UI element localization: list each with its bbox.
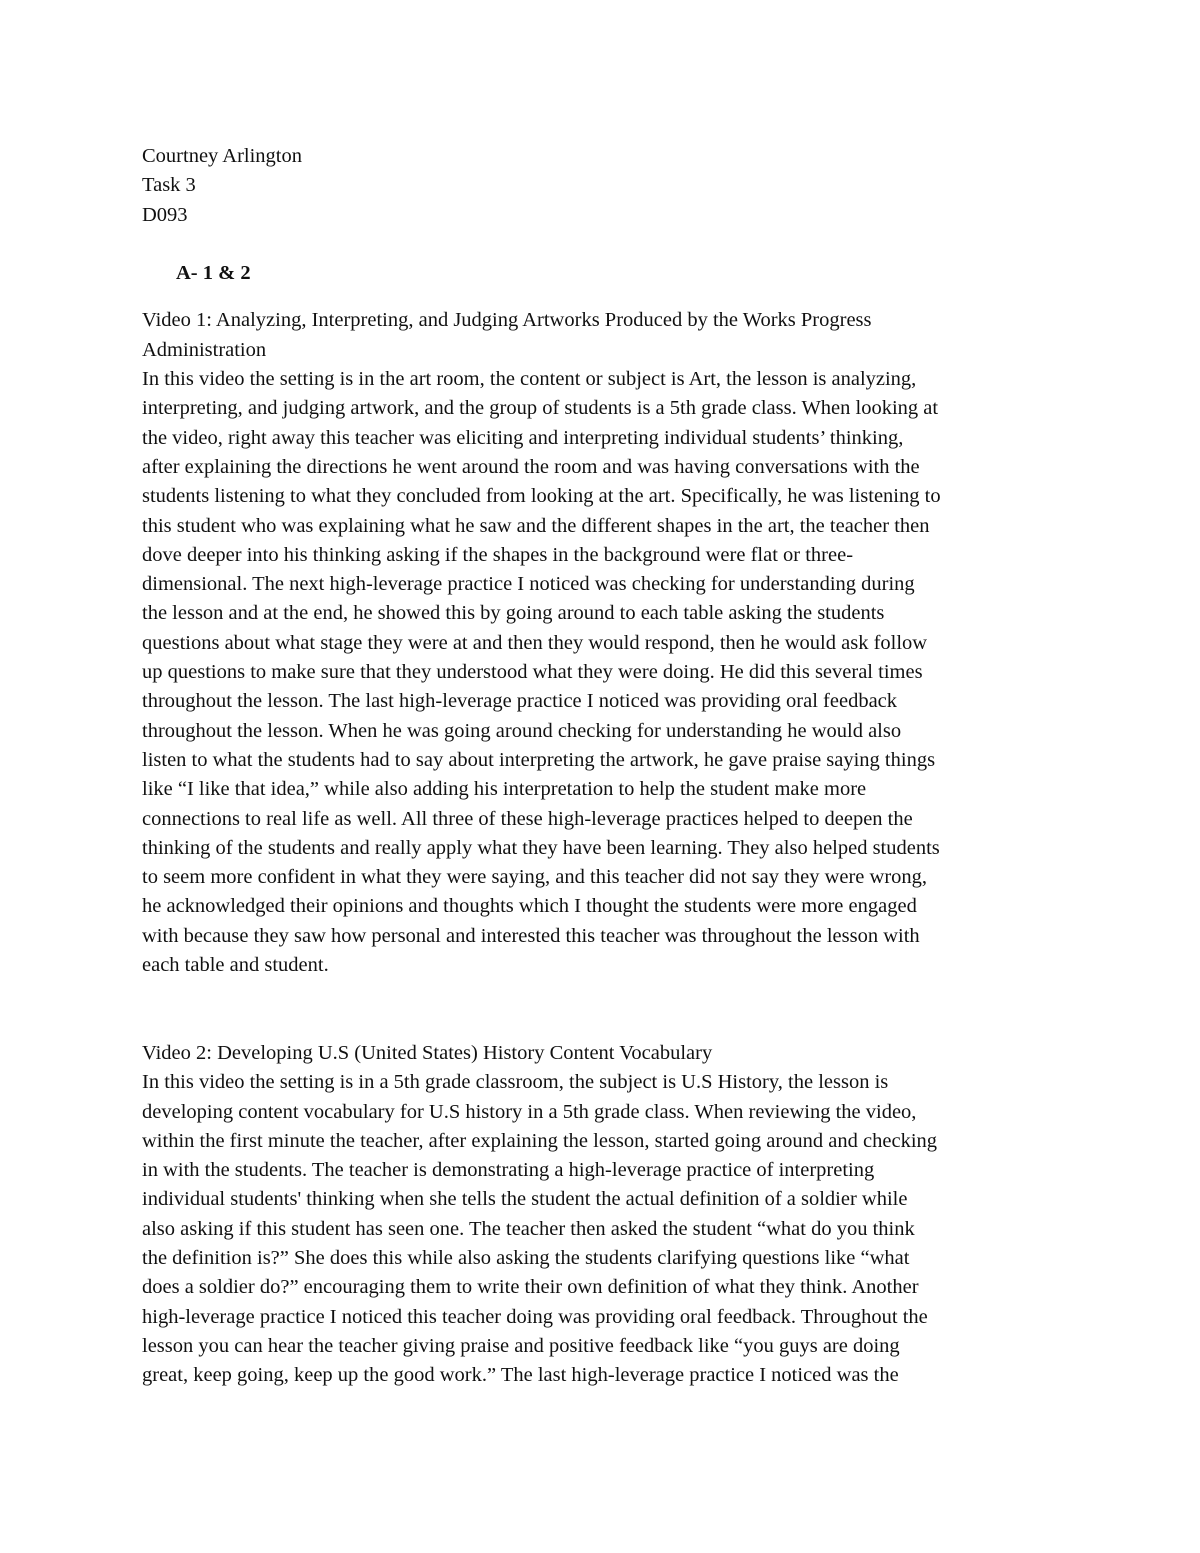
video1-body-line: thinking of the students and really apply what they have been learning. They also helped students [142, 836, 940, 859]
video2-body-line: lesson you can hear the teacher giving praise and positive feedback like “you guys are doing [142, 1334, 900, 1357]
video1-body-line: dimensional. The next high-leverage practice I noticed was checking for understanding during [142, 573, 915, 596]
video1-body-line: connections to real life as well. All three of these high-leverage practices helped to deepen the [142, 807, 913, 830]
video2-body-line: also asking if this student has seen one. The teacher then asked the student “what do you think [142, 1217, 915, 1240]
video1-body-line: like “I like that idea,” while also adding his interpretation to help the student make more [142, 778, 867, 801]
video1-body-line: dove deeper into his thinking asking if the shapes in the background were flat or three- [142, 543, 854, 566]
video2-title-line: Video 2: Developing U.S (United States) History Content Vocabulary [142, 1041, 713, 1064]
video1-body-line: In this video the setting is in the art room, the content or subject is Art, the lesson is analyzing, [142, 368, 917, 391]
spacer [142, 230, 1067, 259]
video1-body-line: this student who was explaining what he saw and the different shapes in the art, the teacher then [142, 514, 930, 537]
video1-body-line: throughout the lesson. The last high-leverage practice I noticed was providing oral feedback [142, 690, 898, 713]
video2-body-line: developing content vocabulary for U.S history in a 5th grade class. When reviewing the video, [142, 1100, 917, 1123]
video1-body-line: up questions to make sure that they understood what they were doing. He did this several times [142, 661, 923, 684]
video2-body-line: in with the students. The teacher is demonstrating a high-leverage practice of interpreting [142, 1159, 875, 1182]
spacer [142, 1010, 1067, 1039]
video1-body-line: listen to what the students had to say about interpreting the artwork, he gave praise saying things [142, 748, 936, 771]
video1-body-line: throughout the lesson. When he was going around checking for understanding he would also [142, 719, 902, 742]
video1-title-line: Administration [142, 338, 267, 361]
video1-body-line: questions about what stage they were at and then they would respond, then he would ask follow [142, 631, 928, 654]
spacer [142, 288, 1067, 306]
video2-body-line: In this video the setting is in a 5th grade classroom, the subject is U.S History, the lesson is [142, 1071, 889, 1094]
video2-body-line: great, keep going, keep up the good work.” The last high-leverage practice I noticed was the [142, 1364, 899, 1387]
video1-body-line: students listening to what they concluded from looking at the art. Specifically, he was listening to [142, 485, 941, 508]
video1-body-line: each table and student. [142, 954, 329, 977]
section-heading: A- 1 & 2 [176, 262, 251, 285]
video1-body-line: interpreting, and judging artwork, and the group of students is a 5th grade class. When looking at [142, 397, 939, 420]
video2-body-line: high-leverage practice I noticed this teacher doing was providing oral feedback. Throughout the [142, 1305, 928, 1328]
video1-body-line: after explaining the directions he went around the room and was having conversations with the [142, 455, 920, 478]
video1-body-line: to seem more confident in what they were saying, and this teacher did not say they were wrong, [142, 866, 928, 889]
video2-body-line: the definition is?” She does this while also asking the students clarifying questions like “what [142, 1246, 910, 1269]
course-code: D093 [142, 203, 188, 226]
video2-body-line: within the first minute the teacher, after explaining the lesson, started going around and checking [142, 1129, 938, 1152]
video1-body-line: with because they saw how personal and interested this teacher was throughout the lesson with [142, 924, 920, 947]
video2-body-line: individual students' thinking when she tells the student the actual definition of a soldier while [142, 1188, 908, 1211]
spacer [142, 980, 1067, 1009]
video1-body-line: the video, right away this teacher was eliciting and interpreting individual students’ thinking, [142, 426, 904, 449]
video1-title-line: Video 1: Analyzing, Interpreting, and Judging Artworks Produced by the Works Progress [142, 309, 872, 332]
video2-body-line: does a soldier do?” encouraging them to write their own definition of what they think. Another [142, 1276, 919, 1299]
document-content [142, 142, 1067, 1390]
author-name: Courtney Arlington [142, 145, 303, 167]
video1-body-line: he acknowledged their opinions and thoughts which I thought the students were more engaged [142, 895, 917, 918]
task-label: Task 3 [142, 174, 196, 197]
video1-body-line: the lesson and at the end, he showed this by going around to each table asking the students [142, 602, 885, 625]
